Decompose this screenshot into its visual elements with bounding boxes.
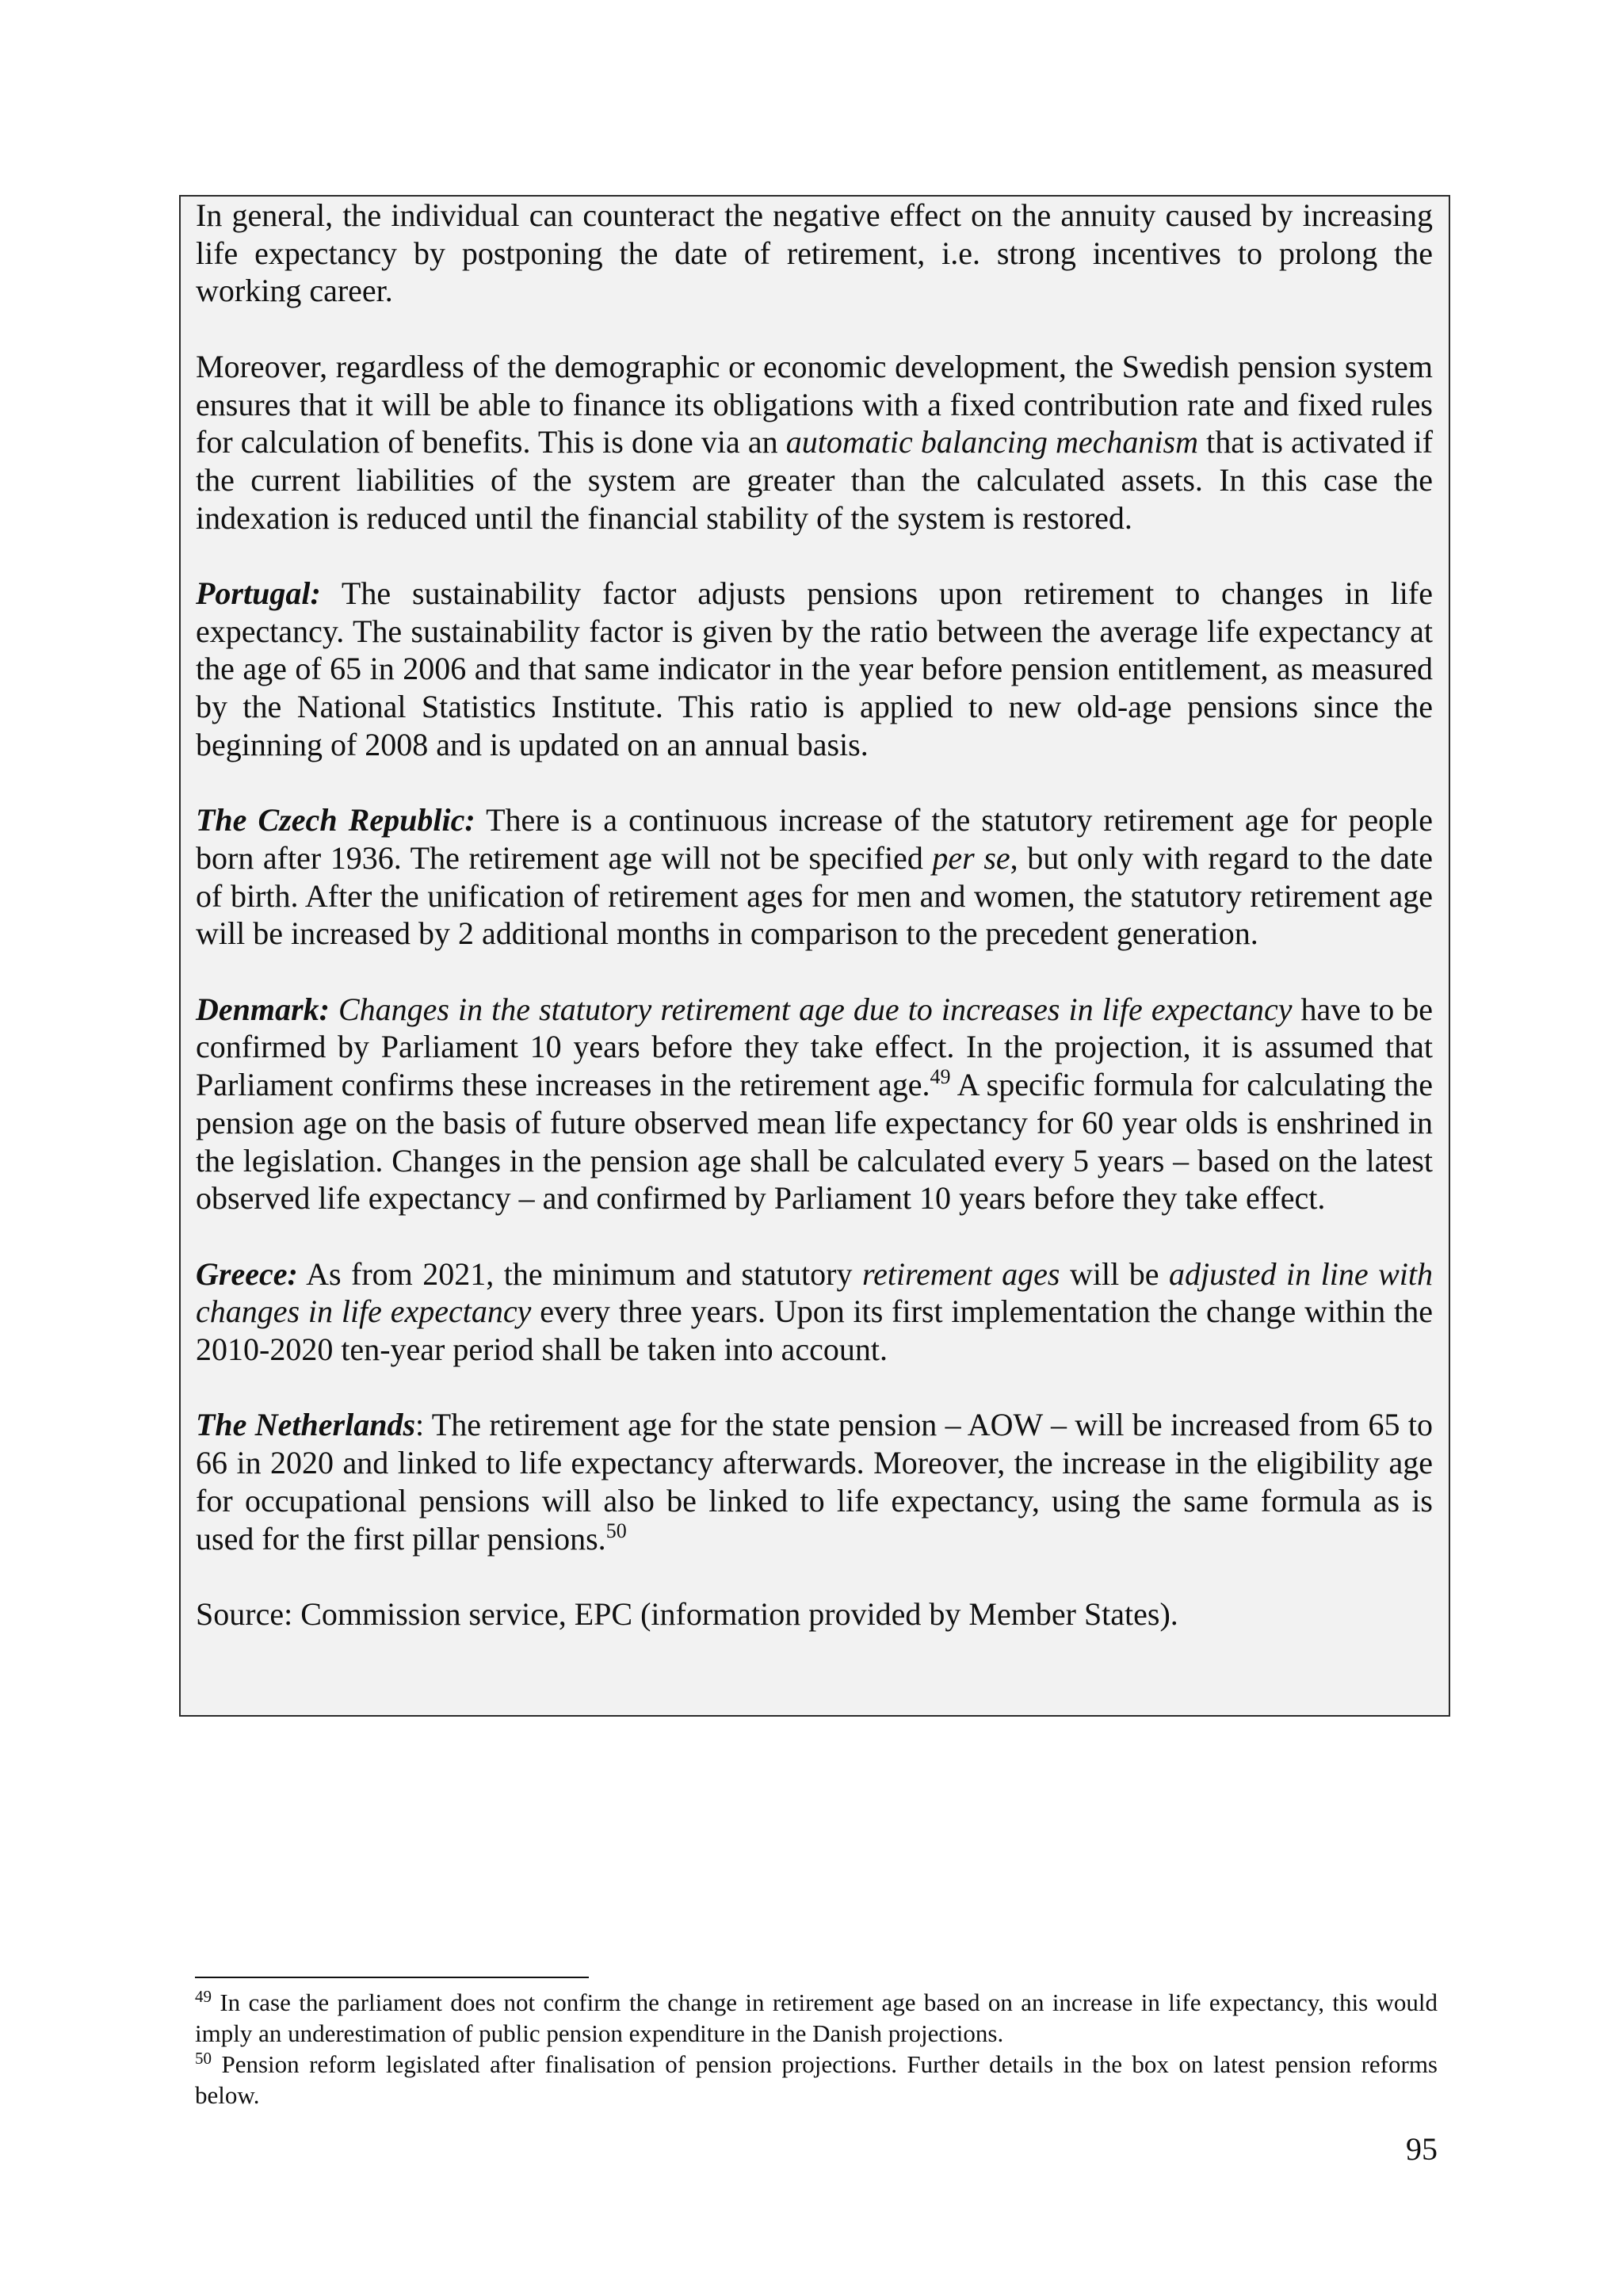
denmark-paragraph xyxy=(196,991,1433,1217)
czech-text-after: , but only with regard to the date of birth. After the unification of retirement ages for men and women, the statutory retirement age will be increased by 2 additional months in comparison to the precedent generation. xyxy=(196,839,1433,952)
netherlands-heading: The Netherlands xyxy=(196,1407,416,1443)
czech-heading: The Czech Republic: xyxy=(196,802,475,839)
intro-paragraph xyxy=(196,197,1433,310)
footnote-50 xyxy=(195,2049,1438,2111)
source-line xyxy=(196,1595,1433,1633)
footnote-mark: 49 xyxy=(195,1987,212,2006)
footnote-ref-49[interactable]: 49 xyxy=(930,1065,951,1089)
footnote-text: In case the parliament does not confirm the change in retirement age based on an increase in life expectancy, this would imply an underestimation of public pension expenditure in the Danish projections. xyxy=(195,1988,1438,2047)
footnote-separator xyxy=(195,1977,589,1978)
czech-emphasis: per se xyxy=(932,839,1010,876)
sweden-emphasis: automatic balancing mechanism xyxy=(785,424,1198,460)
czech-text-before: There is a continuous increase of the statutory retirement age for people born after 1936. The retirement age will not be specified xyxy=(196,802,1433,876)
greece-heading: Greece: xyxy=(196,1255,298,1292)
source-text: Source: Commission service, EPC (information provided by Member States). xyxy=(196,1595,1178,1632)
greece-text-3: every three years. Upon its first implementation the change within the 2010-2020 ten-year period shall be taken into account. xyxy=(196,1293,1433,1368)
portugal-text: The sustainability factor adjusts pensions upon retirement to changes in life expectancy. The sustainability factor is given by the ratio between the average life expectancy at the age of 65 in 2006 and that same indicator in the year before pension entitlement, as measured by the National Statistics Institute. This ratio is applied to new old-age pensions since the beginning of 2008 and is updated on an annual basis. xyxy=(196,575,1433,762)
greece-text-1: As from 2021, the minimum and statutory xyxy=(297,1255,862,1292)
sweden-text-after: that is activated if the current liabilities of the system are greater than the calculated assets. In this case the indexation is reduced until the financial stability of the system is restored. xyxy=(196,424,1434,536)
denmark-text-after-note: A specific formula for calculating the pension age on the basis of future observed mean life expectancy for 60 year olds is enshrined in the legislation. Changes in the pension age shall be calculated every 5 years – based on the latest observed life expectancy – and confirmed by Parliament 10 years before they take effect. xyxy=(196,1067,1433,1217)
footnote-text: Pension reform legislated after finalisation of pension projections. Further details in the box on latest pension reforms below. xyxy=(195,2050,1438,2109)
footnote-mark: 50 xyxy=(195,2049,212,2068)
denmark-heading: Denmark: xyxy=(196,991,330,1027)
intro-text: In general, the individual can counteract the negative effect on the annuity caused by increasing life expectancy by postponing the date of retirement, i.e. strong incentives to prolong the working career. xyxy=(196,197,1433,309)
greece-emphasis-1: retirement ages xyxy=(861,1255,1060,1292)
denmark-emphasis: Changes in the statutory retirement age due to increases in life expectancy xyxy=(329,991,1293,1027)
greece-text-2: will be xyxy=(1060,1255,1169,1292)
country-info-box xyxy=(179,195,1450,1717)
sweden-text-before: Moreover, regardless of the demographic or economic development, the Swedish pension system ensures that it will be able to finance its obligations with a fixed contribution rate and fixed rules for calculation of benefits. This is done via an xyxy=(196,348,1433,460)
portugal-heading: Portugal: xyxy=(196,575,321,611)
page-number: 95 xyxy=(1406,2131,1438,2167)
footnotes xyxy=(195,1987,1438,2111)
greece-paragraph xyxy=(196,1255,1433,1369)
sweden-balancing-paragraph xyxy=(196,348,1433,537)
netherlands-paragraph xyxy=(196,1406,1433,1557)
portugal-paragraph xyxy=(196,575,1433,764)
denmark-text-before-note: have to be confirmed by Parliament 10 years before they take effect. In the projection, it is assumed that Parliament confirms these increases in the retirement age. xyxy=(196,991,1434,1103)
footnote-ref-50[interactable]: 50 xyxy=(605,1519,627,1542)
footnote-49 xyxy=(195,1987,1438,2049)
greece-emphasis-2: adjusted in line with changes in life expectancy xyxy=(196,1255,1434,1330)
netherlands-text: : The retirement age for the state pension – AOW – will be increased from 65 to 66 in 2020 and linked to life expectancy afterwards. Moreover, the increase in the eligibility age for occupational pensions will also be linked to life expectancy, using the same formula as is used for the first pillar pensions. xyxy=(196,1407,1433,1557)
czech-paragraph xyxy=(196,801,1433,953)
